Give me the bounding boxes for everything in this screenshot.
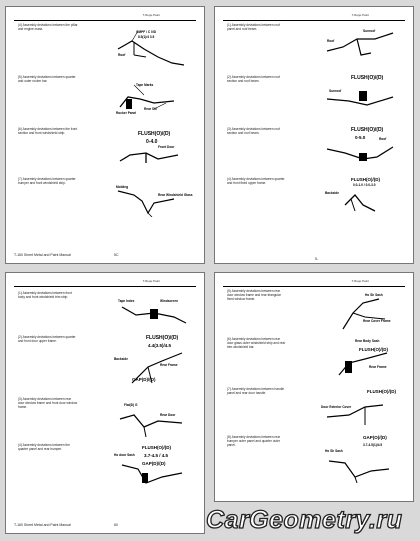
item-4: [18, 443, 78, 451]
figure-3: [323, 123, 399, 169]
figure-label: Rear Windshield Glass: [158, 193, 193, 197]
logo-text: CarGeometry.ru: [206, 506, 403, 534]
figure-label: 3.7-4.5(1)/4.5: [363, 443, 383, 447]
figure-label: Roof: [118, 53, 126, 57]
item-text: (7) Assembly deviations between quarter bumper and front windshield strip.: [18, 177, 76, 186]
item-text: (6) Assembly deviations between rear door glass outer windshield strip and rear trim windshield bar.: [227, 337, 286, 350]
figure-label: Front Door: [158, 145, 175, 149]
figure-label: Rear Cover Frame: [363, 319, 391, 323]
header-text: T-Боди Paint: [351, 13, 369, 17]
figure-4: [321, 175, 401, 219]
header-text: T-Боди Paint: [142, 279, 160, 283]
figure-label: Rear Frame: [160, 363, 178, 367]
figure-2: [323, 71, 399, 117]
item-text: (5) Assembly deviations between quarter and outer rocker bar.: [18, 75, 76, 84]
figure-2: [319, 335, 403, 381]
figure-label: Sunroof: [363, 29, 376, 33]
figure-label: FLUSH(O)/(D): [142, 445, 171, 450]
figure-label: 8.5(1)/4 3 8: [138, 35, 155, 39]
footer-text: T-160 Sheet Metal and Paint Manual: [14, 253, 71, 257]
item-text: (4) Assembly deviations between the pillar and engine mask.: [18, 23, 78, 32]
page-footer: [14, 253, 196, 257]
item-text: (4) Assembly deviations between quarter and front fixed upper frame.: [227, 177, 285, 186]
figure-label: Roof: [379, 137, 387, 141]
figure-4: [112, 443, 192, 493]
figure-label: Tape Index: [118, 299, 135, 303]
item-1: [227, 23, 287, 31]
figure-3: [114, 397, 190, 439]
figure-1: [319, 289, 403, 333]
item-text: (2) Assembly deviations between quarter and front door upper frame.: [18, 335, 76, 344]
figure-label: Rear Body Sash: [355, 339, 380, 343]
figure-label: Ho Sh Sash: [325, 449, 343, 453]
manual-page-2: [214, 6, 414, 264]
manual-page-4: [214, 272, 414, 502]
figure-label: Sunroof: [329, 89, 342, 93]
item-text: (8) Assembly deviations between rear bumper outer panel and quarter outer panel.: [227, 435, 281, 448]
figure-label: 0-5.0: [355, 135, 366, 140]
figure-label: Door Exterior Cover: [321, 405, 352, 409]
item-4: [227, 177, 287, 185]
figure-1: [116, 27, 186, 69]
figure-2: [114, 77, 186, 119]
page-header: [14, 279, 196, 287]
page-number: 60: [114, 523, 118, 527]
item-1: [227, 289, 287, 302]
item-1: [18, 23, 78, 31]
item-3: [18, 397, 78, 410]
figure-label: GAP(D)/(D): [142, 461, 166, 466]
figure-label: GMPF / C 0/D: [136, 30, 157, 34]
figure-label: Rear Frame: [369, 365, 387, 369]
item-text: (1) Assembly deviations between roof panel and roof beam.: [227, 23, 280, 32]
header-text: T-Боди Paint: [142, 13, 160, 17]
page-header: [223, 279, 405, 287]
figure-label: 0.0-1.0 / 0.0-3.0: [353, 183, 376, 187]
figure-label: Tape Marks: [136, 83, 154, 87]
item-text: (5) Assembly deviations between rear door window frame and rear triangular fixed window frame.: [227, 289, 281, 302]
page-number: 5-: [315, 257, 319, 261]
figure-label: 4.4(3.5)/4.5: [148, 343, 172, 348]
figure-label: Ho Sh Sash: [365, 293, 383, 297]
item-text: (6) Assembly deviations between the front section and front windshield strip.: [18, 127, 78, 136]
manual-page-1: [5, 6, 205, 264]
figure-label: Rear Door: [160, 413, 176, 417]
item-4: [18, 177, 78, 185]
figure-4: [319, 433, 403, 485]
figure-3: [116, 125, 186, 169]
item-text: (1) Assembly deviations between front body and front windshield trim strip.: [18, 291, 72, 300]
figure-label: Rocker Panel: [116, 111, 137, 115]
figure-label: Ho door Sash: [114, 453, 135, 457]
item-text: (2) Assembly deviations between roof section and roof beam.: [227, 75, 280, 84]
figure-label: GAP(D)/(D): [132, 377, 156, 382]
item-text: (3) Assembly deviations between roof section and roof beam.: [227, 127, 280, 136]
figure-1: [323, 25, 399, 67]
item-3: [18, 127, 78, 135]
figure-label: Rear Sill: [144, 107, 157, 111]
figure-1: [114, 293, 190, 333]
item-text: (3) Assembly deviations between rear door window frame and front door window frame.: [18, 397, 78, 410]
figure-label: FLUSH(O)/(D): [359, 347, 388, 352]
item-text: (4) Assembly deviations between the quarter panel and rear bumper.: [18, 443, 70, 452]
figure-label: FLUSH(O)/(D): [351, 75, 384, 81]
item-2: [227, 75, 287, 83]
figure-label: GAP(O)/(D): [363, 435, 387, 440]
figure-label: Molding: [116, 185, 129, 189]
item-4: [227, 435, 287, 448]
figure-label: 3.7-4.5 / 4.5: [144, 453, 169, 458]
page-footer: [14, 523, 196, 527]
item-text: (7) Assembly deviations between handle panel and rear door handle.: [227, 387, 285, 396]
item-1: [18, 291, 78, 299]
page-number: 5С: [114, 253, 119, 257]
figure-label: 0-4.0: [146, 139, 158, 145]
cargeometry-logo: [196, 504, 412, 536]
figure-label: Flat(D) G: [124, 403, 138, 407]
figure-label: Windscreen: [160, 299, 179, 303]
page-header: [223, 13, 405, 21]
figure-2: [112, 333, 192, 393]
figure-label: FLUSH(O)/(D): [146, 335, 179, 341]
figure-label: Backside: [325, 191, 339, 195]
item-2: [18, 75, 78, 83]
figure-label: FLUSH(O)/(D): [351, 177, 380, 182]
item-2: [227, 337, 287, 350]
figure-label: Backside: [114, 357, 128, 361]
figure-label: FLUSH(O)/(D): [138, 131, 171, 137]
figure-3: [319, 385, 403, 431]
figure-label: FLUSH(O)/(D): [351, 127, 384, 133]
header-text: T-Боди Paint: [351, 279, 369, 283]
manual-page-3: [5, 272, 205, 534]
item-3: [227, 387, 287, 395]
figure-label: FLUSH(O)/(D): [367, 389, 396, 394]
footer-text: T-160 Sheet Metal and Paint Manual: [14, 523, 71, 527]
item-2: [18, 335, 78, 343]
figure-4: [114, 177, 193, 217]
item-3: [227, 127, 287, 135]
figure-label: Roof: [327, 39, 335, 43]
page-header: [14, 13, 196, 21]
